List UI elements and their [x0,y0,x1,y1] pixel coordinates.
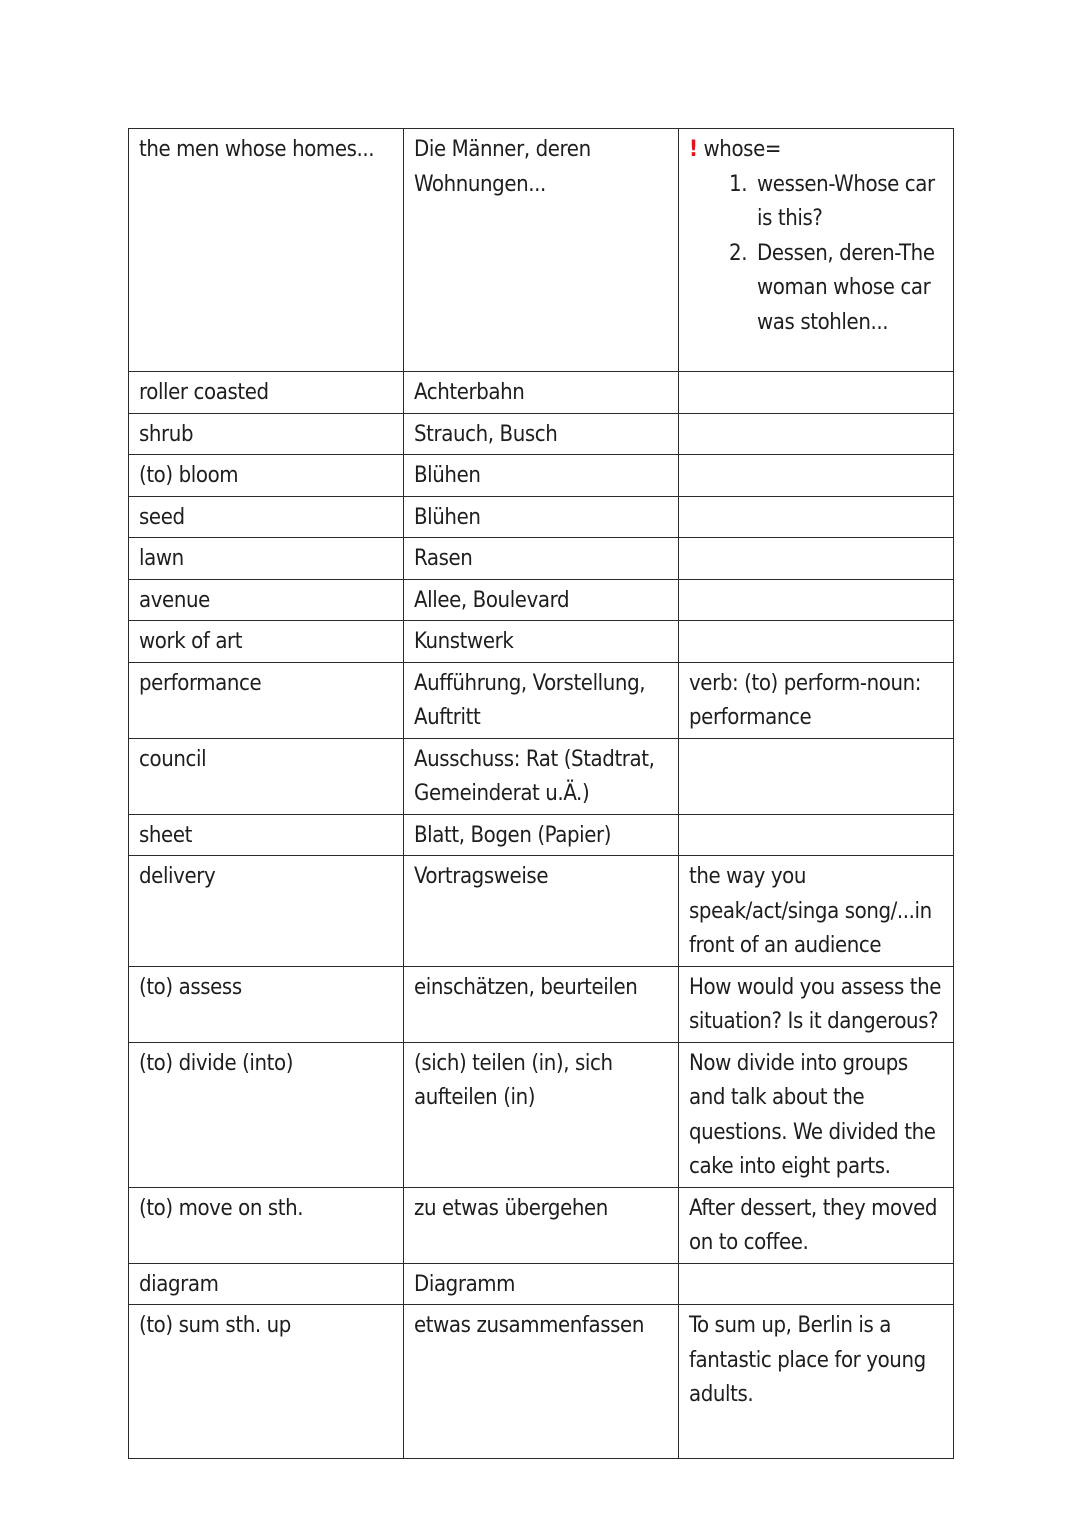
usage-note [679,579,954,621]
german-translation: Blühen [404,455,679,497]
german-translation: Achterbahn [404,372,679,414]
english-term: seed [129,496,404,538]
usage-note: Now divide into groups and talk about the questions. We divided the cake into eight parts. [679,1042,954,1187]
german-translation: Die Männer, deren Wohnungen... [404,129,679,372]
usage-note [679,413,954,455]
english-term: (to) divide (into) [129,1042,404,1187]
german-translation: Vortragsweise [404,856,679,967]
usage-note [679,814,954,856]
english-term: the men whose homes... [129,129,404,372]
usage-note: How would you assess the situation? Is it dangerous? [679,966,954,1042]
note-list-item: 2. Dessen, deren-The woman whose car was stohlen... [753,237,943,341]
table-row [129,579,954,621]
note-list [689,168,943,341]
usage-note [679,372,954,414]
english-term: council [129,738,404,814]
usage-note [679,455,954,497]
usage-note [679,538,954,580]
german-translation: etwas zusammenfassen [404,1305,679,1459]
note-heading [689,133,943,168]
german-translation: (sich) teilen (in), sich aufteilen (in) [404,1042,679,1187]
german-translation: Rasen [404,538,679,580]
english-term: work of art [129,621,404,663]
english-term: shrub [129,413,404,455]
english-term: (to) sum sth. up [129,1305,404,1459]
vocabulary-table [128,128,954,1459]
table-row [129,413,954,455]
german-translation: Ausschuss: Rat (Stadtrat, Gemeinderat u.Ä.) [404,738,679,814]
usage-note [679,496,954,538]
exclamation-mark: ! [689,137,698,162]
english-term: (to) move on sth. [129,1187,404,1263]
table-row [129,372,954,414]
english-term: delivery [129,856,404,967]
table-row [129,814,954,856]
english-term: diagram [129,1263,404,1305]
table-row [129,455,954,497]
german-translation: Strauch, Busch [404,413,679,455]
note-head-text: whose= [703,137,782,162]
english-term: sheet [129,814,404,856]
german-translation: Allee, Boulevard [404,579,679,621]
usage-note: the way you speak/act/singa song/...in front of an audience [679,856,954,967]
english-term: (to) bloom [129,455,404,497]
english-term: (to) assess [129,966,404,1042]
german-translation: Blühen [404,496,679,538]
english-term: roller coasted [129,372,404,414]
table-row [129,621,954,663]
german-translation: einschätzen, beurteilen [404,966,679,1042]
usage-note [679,621,954,663]
table-row [129,966,954,1042]
table-row [129,1263,954,1305]
table-row [129,738,954,814]
german-translation: Kunstwerk [404,621,679,663]
english-term: lawn [129,538,404,580]
german-translation: Diagramm [404,1263,679,1305]
german-translation: Aufführung, Vorstellung, Auftritt [404,662,679,738]
usage-note: To sum up, Berlin is a fantastic place for young adults. [679,1305,954,1459]
table-row [129,662,954,738]
table-row [129,538,954,580]
table-row [129,1042,954,1187]
usage-note: After dessert, they moved on to coffee. [679,1187,954,1263]
english-term: performance [129,662,404,738]
german-translation: Blatt, Bogen (Papier) [404,814,679,856]
german-translation: zu etwas übergehen [404,1187,679,1263]
table-row [129,1187,954,1263]
usage-note [679,738,954,814]
table-row [129,129,954,372]
table-row [129,496,954,538]
table-row [129,1305,954,1459]
note-list-item: 1. wessen-Whose car is this? [753,168,943,237]
usage-note [679,1263,954,1305]
table-row [129,856,954,967]
usage-note [679,129,954,372]
english-term: avenue [129,579,404,621]
usage-note: verb: (to) perform-noun: performance [679,662,954,738]
